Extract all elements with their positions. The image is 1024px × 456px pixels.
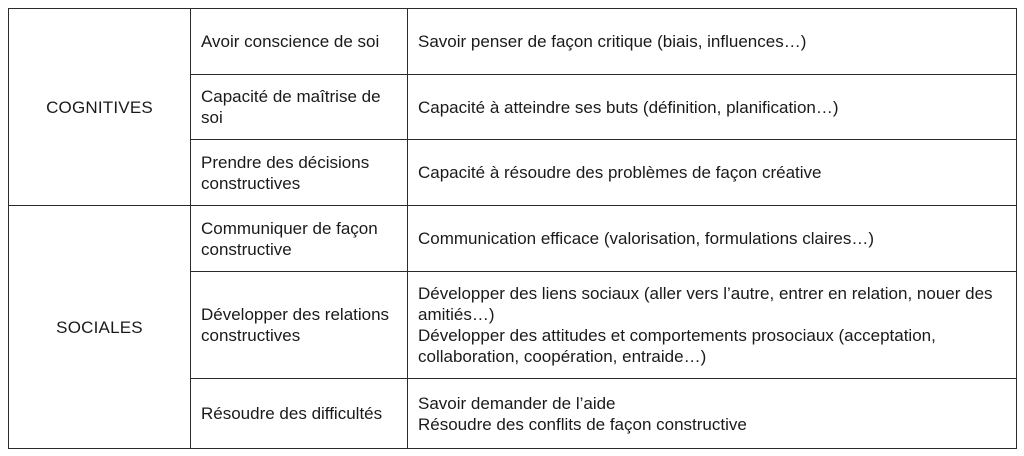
skills-table-body xyxy=(9,9,1017,449)
detail-cell xyxy=(408,272,1017,379)
category-cell: SOCIALES xyxy=(9,206,191,449)
detail-cell xyxy=(408,75,1017,140)
detail-line: Communication efficace (valorisation, formulations claires…) xyxy=(418,229,875,248)
detail-line: Savoir demander de l’aide xyxy=(418,393,616,413)
skill-cell: Développer des relations constructives xyxy=(191,272,408,379)
table-row xyxy=(9,206,1017,272)
skill-cell: Prendre des décisions constructives xyxy=(191,140,408,206)
skill-cell: Communiquer de façon constructive xyxy=(191,206,408,272)
skill-cell: Capacité de maîtrise de soi xyxy=(191,75,408,140)
detail-line: Savoir penser de façon critique (biais, influences…) xyxy=(418,32,807,51)
detail-cell xyxy=(408,9,1017,75)
detail-line: Capacité à atteindre ses buts (définition, planification…) xyxy=(418,97,839,117)
detail-cell xyxy=(408,379,1017,449)
table-row xyxy=(9,9,1017,75)
skill-cell: Résoudre des difficultés xyxy=(191,379,408,449)
detail-line: Développer des attitudes et comportements prosociaux (acceptation, collaboration, coopération, entraide…) xyxy=(418,326,936,366)
skill-cell: Avoir conscience de soi xyxy=(191,9,408,75)
detail-cell xyxy=(408,140,1017,206)
detail-cell xyxy=(408,206,1017,272)
skills-table xyxy=(8,8,1017,449)
detail-line: Résoudre des conflits de façon constructive xyxy=(418,414,747,434)
detail-line: Développer des liens sociaux (aller vers l’autre, entrer en relation, nouer des amitiés…) xyxy=(418,284,993,324)
detail-line: Capacité à résoudre des problèmes de façon créative xyxy=(418,163,822,182)
category-cell: COGNITIVES xyxy=(9,9,191,206)
